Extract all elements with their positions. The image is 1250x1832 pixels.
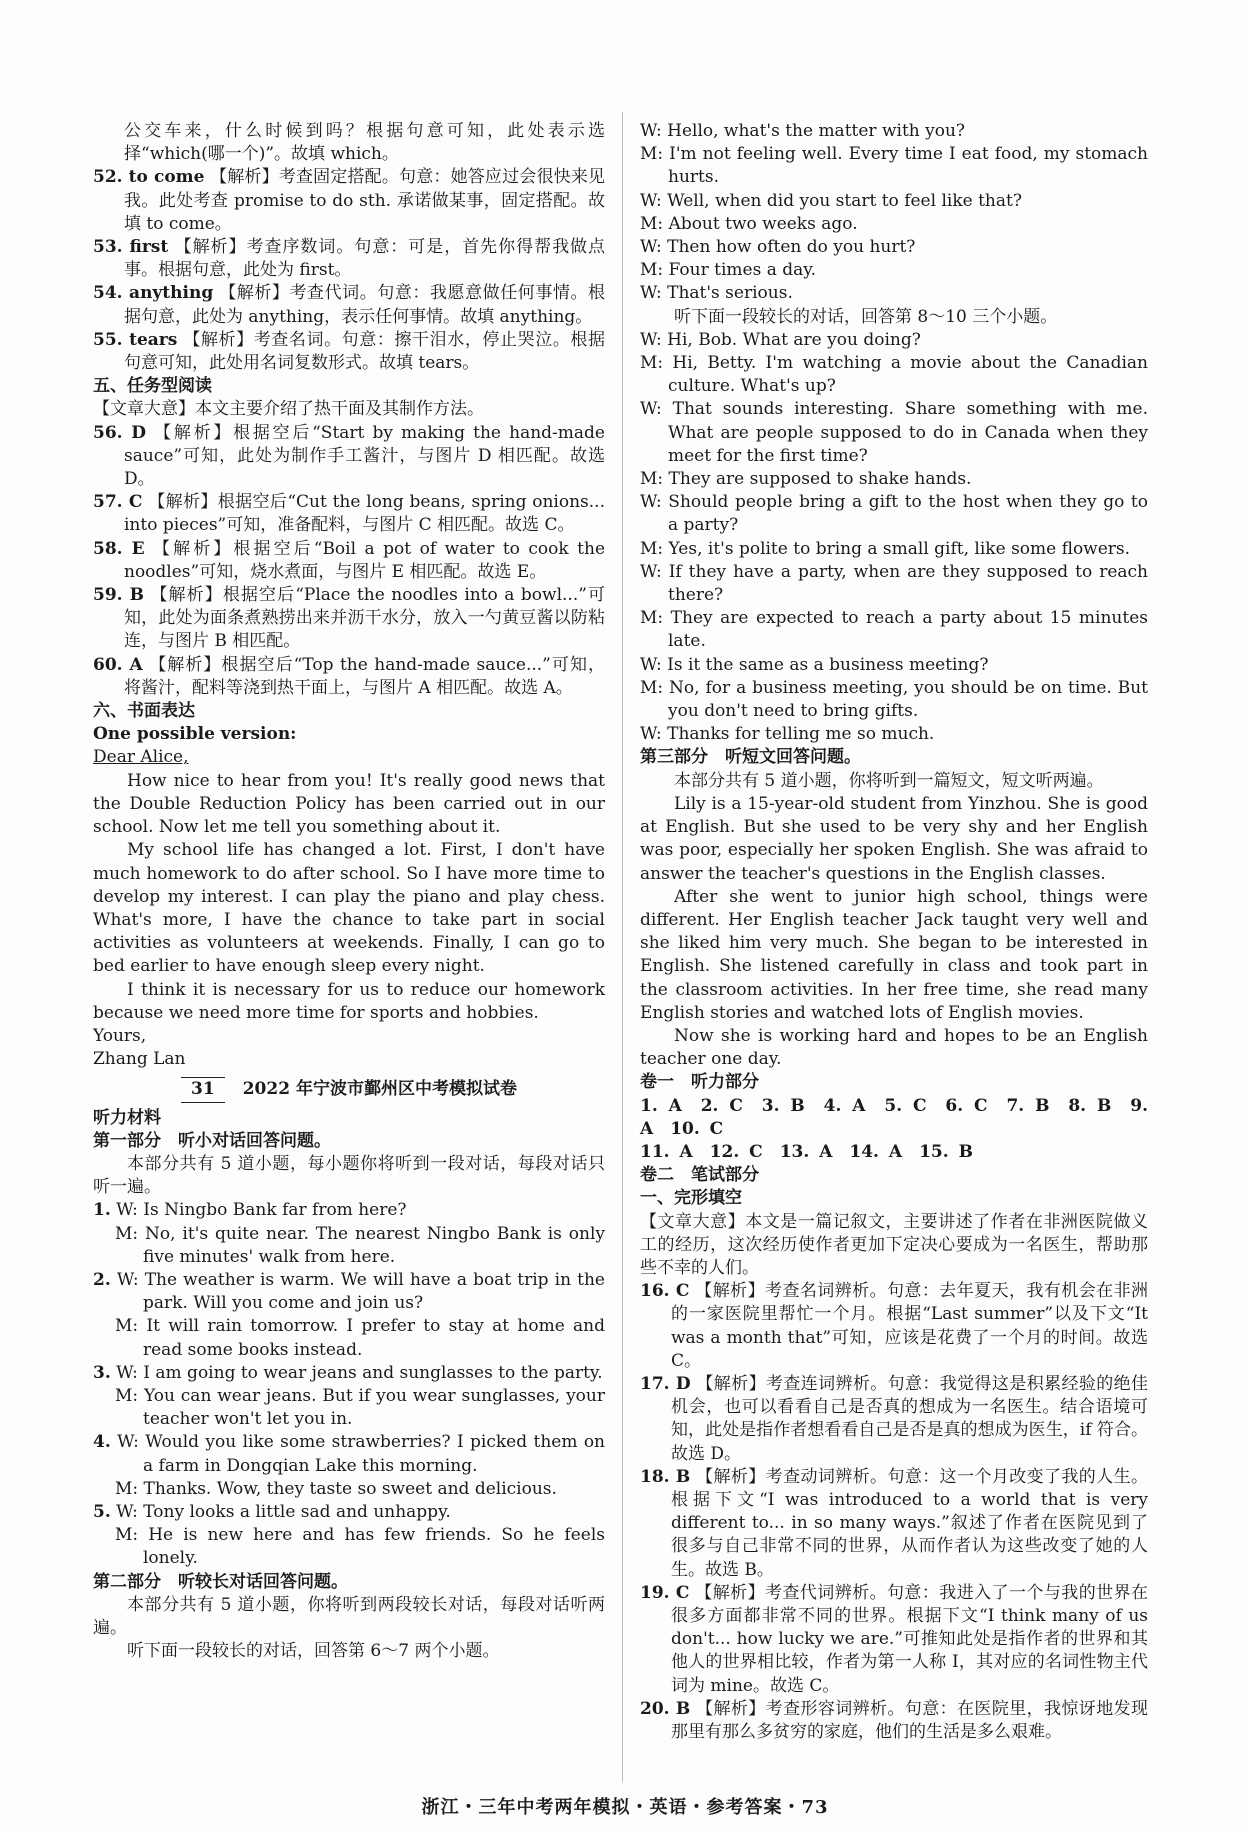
section-6-title: 六、书面表达: [93, 701, 195, 722]
answer-explanation: 【解析】根据空后“Top the hand-made sauce...”可知，将酱汁，配料等浇到热干面上，与图片 A 相匹配。故选 A。: [124, 654, 606, 698]
answer-number: 58. E: [93, 538, 145, 559]
answer-explanation: 【解析】根据空后“Place the noodles into a bowl...”可知，此处为面条煮熟捞出来并沥干水分，放入一勺黄豆酱以防粘连，与图片 B 相匹配。: [124, 585, 606, 652]
part-1-title: 第一部分 听小对话回答问题。: [93, 1130, 331, 1151]
part-2-first-instruction: 听下面一段较长的对话，回答第 6～7 两个小题。: [127, 1641, 500, 1662]
answer-item: [640, 1582, 1148, 1698]
answer-item: [93, 282, 605, 328]
answer-item: [93, 538, 605, 584]
answers-52-55: [93, 166, 605, 375]
answer-item: [93, 236, 605, 282]
volume-1-title: 卷一 听力部分: [640, 1072, 759, 1093]
dialogue-line: W: Is it the same as a business meeting?: [640, 654, 989, 675]
letter-salutation: Dear Alice,: [93, 747, 189, 768]
part-3-intro: 本部分共有 5 道小题，你将听到一篇短文，短文听两遍。: [674, 770, 1104, 791]
answer-explanation: 【解析】考查形容词辨析。句意：在医院里，我惊讶地发现那里有那么多贫穷的家庭，他们的生活是多么艰难。: [671, 1698, 1149, 1743]
answer-number: 53. first: [93, 237, 169, 258]
answer-explanation: 【解析】考查序数词。句意：可是，首先你得帮我做点事。根据句意，此处为 first。: [124, 237, 606, 281]
dialogue-line: W: If they have a party, when are they supposed to reach there?: [640, 561, 1148, 606]
answer-number: 57. C: [93, 492, 143, 513]
answer-explanation: 【解析】考查名词。句意：擦干泪水，停止哭泣。根据句意可知，此处用名词复数形式。故填 tears。: [124, 329, 605, 374]
dialogue-8-10-instruction: 听下面一段较长的对话，回答第 8～10 三个小题。: [674, 306, 1058, 327]
dialogue-line: M: No, it's quite near. The nearest Ningbo Bank is only five minutes' walk from here.: [115, 1223, 605, 1267]
dialogue-number: 5.: [93, 1501, 111, 1522]
answer-explanation: 【解析】考查固定搭配。句意：她答应过会很快来见我。此处考查 promise to do sth. 承诺做某事，固定搭配。故填 to come。: [124, 167, 606, 234]
answer-item: [93, 422, 605, 492]
answer-number: 18. B: [640, 1466, 691, 1487]
part-1-intro: 本部分共有 5 道小题，每小题你将听到一段对话，每段对话只听一遍。: [93, 1153, 605, 1198]
dialogue-text: W: I am going to wear jeans and sunglasses to the party.: [116, 1362, 603, 1383]
right-column: [640, 120, 1148, 1744]
part-2-intro: 本部分共有 5 道小题，你将听到两段较长对话，每段对话听两遍。: [93, 1594, 605, 1638]
dialogue-8-10: [640, 329, 1148, 747]
answers-16-20: [640, 1280, 1148, 1744]
dialogue-text: W: Tony looks a little sad and unhappy.: [116, 1501, 451, 1522]
answer-explanation: 【解析】考查名词辨析。句意：去年夏天，我有机会在非洲的一家医院里帮忙一个月。根据“Last summer”以及下文“It was a month that”可知，应该是花费了一个月的时间。故选 C。: [671, 1281, 1149, 1371]
dialogue-number: 4.: [93, 1432, 111, 1453]
dialogue-line: [93, 1431, 605, 1477]
dialogue-line: W: Then how often do you hurt?: [640, 237, 916, 258]
dialogue-line: M: He is new here and has few friends. So he feels lonely.: [115, 1525, 605, 1569]
dialogue-line: [93, 1199, 605, 1222]
left-column: [93, 120, 605, 1663]
dialogue-text: W: The weather is warm. We will have a boat trip in the park. Will you come and join us?: [116, 1269, 605, 1314]
dialogue-line: M: It will rain tomorrow. I prefer to stay at home and read some books instead.: [115, 1316, 605, 1360]
dialogue-line: [93, 1269, 605, 1315]
dialogue-line: M: Four times a day.: [640, 260, 817, 281]
answer-number: 19. C: [640, 1582, 690, 1603]
letter-closing: Yours,: [93, 1025, 147, 1046]
answer-explanation: 【解析】根据空后“Boil a pot of water to cook the noodles”可知，烧水煮面，与图片 E 相匹配。故选 E。: [124, 538, 606, 582]
answer-item: [640, 1466, 1148, 1582]
dialogue-line: M: I'm not feeling well. Every time I eat food, my stomach hurts.: [640, 144, 1148, 188]
answer-item: [93, 654, 605, 700]
letter-paragraph: I think it is necessary for us to reduce our homework because we need more time for sports and hobbies.: [93, 979, 605, 1023]
answer-key-row: 1. A 2. C 3. B 4. A 5. C 6. C 7. B 8. B 9. A 10. C: [640, 1095, 1148, 1139]
letter-signature: Zhang Lan: [93, 1049, 186, 1070]
dialogue-line: M: Hi, Betty. I'm watching a movie about the Canadian culture. What's up?: [640, 353, 1148, 397]
passage-paragraph: After she went to junior high school, things were different. Her English teacher Jack taught very well and she liked him very much. She began to be interested in English. She listened carefully in class and took part in the classroom activities. In her free time, she read many English stories and watched lots of English movies.: [640, 886, 1148, 1023]
passage-paragraph: Now she is working hard and hopes to be an English teacher one day.: [640, 1025, 1148, 1070]
answer-item: [640, 1373, 1148, 1466]
part-2-title: 第二部分 听较长对话回答问题。: [93, 1571, 348, 1592]
answer-number: 52. to come: [93, 167, 205, 188]
dialogue-number: 1.: [93, 1200, 111, 1221]
dialogue-line: M: They are expected to reach a party about 15 minutes late.: [640, 608, 1148, 652]
answer-number: 55. tears: [93, 329, 178, 350]
dialogue-line: M: About two weeks ago.: [640, 213, 858, 234]
section-1-title: 一、完形填空: [640, 1188, 742, 1209]
answer-explanation: 【解析】根据空后“Cut the long beans, spring onions... into pieces”可知，准备配料，与图片 C 相匹配。故选 C。: [124, 492, 605, 536]
answer-item: [93, 491, 605, 537]
answer-explanation: 【解析】考查动词辨析。句意：这一个月改变了我的人生。根据下文“I was introduced to a world that is very different to... in so many ways.”叙述了作者在医院见到了很多与自己非常不同的世界，从而作者认为这些改变了她的人生。故选 B。: [671, 1466, 1149, 1580]
test-title: 2022 年宁波市鄞州区中考模拟试卷: [242, 1079, 517, 1100]
letter-paragraph: My school life has changed a lot. First, I don't have much homework to do after school. So I have more time to develop my interest. I can play the piano and play chess. What's more, I have the chance to take part in social activities as volunteers at weekends. Finally, I can go to bed earlier to have enough sleep every night.: [93, 840, 605, 977]
dialogue-line: W: Well, when did you start to feel like that?: [640, 190, 1022, 211]
answer-number: 20. B: [640, 1698, 691, 1719]
answers-56-60: [93, 422, 605, 700]
dialogue-line: M: You can wear jeans. But if you wear sunglasses, your teacher won't let you in.: [115, 1385, 605, 1430]
volume-2-title: 卷二 笔试部分: [640, 1165, 759, 1186]
dialogue-number: 3.: [93, 1362, 111, 1383]
section-5-summary: 【文章大意】本文主要介绍了热干面及其制作方法。: [93, 399, 484, 420]
test-number: 31: [181, 1077, 225, 1102]
answer-number: 54. anything: [93, 283, 214, 304]
listening-passage: [640, 793, 1148, 1071]
dialogue-text: W: Is Ningbo Bank far from here?: [116, 1200, 407, 1221]
answer-number: 60. A: [93, 654, 143, 675]
passage-paragraph: Lily is a 15-year-old student from Yinzhou. She is good at English. But she used to be very shy and her English was poor, especially her spoken English. She was afraid to answer the teacher's questions in the English classes.: [640, 793, 1148, 884]
answer-item: [93, 166, 605, 236]
dialogue-line: W: Hello, what's the matter with you?: [640, 121, 966, 141]
answer-number: 16. C: [640, 1281, 690, 1302]
dialogue-text: W: Would you like some strawberries? I picked them on a farm in Dongqian Lake this morning.: [117, 1432, 606, 1476]
letter-paragraph: How nice to hear from you! It's really good news that the Double Reduction Policy has been carried out in our school. Now let me tell you something about it.: [93, 770, 605, 838]
dialogue-line: M: Thanks. Wow, they taste so sweet and delicious.: [115, 1478, 557, 1499]
dialogue-line: [93, 1362, 605, 1385]
possible-version-label: One possible version:: [93, 724, 297, 745]
test-header: [93, 1077, 605, 1102]
dialogue-line: W: Should people bring a gift to the host when they go to a party?: [640, 492, 1148, 536]
dialogue-6-7: [640, 120, 1148, 306]
dialogue-number: 2.: [93, 1269, 111, 1290]
dialogue-line: M: Yes, it's polite to bring a small gift, like some flowers.: [640, 538, 1131, 559]
dialogue-line: W: Hi, Bob. What are you doing?: [640, 329, 921, 350]
answer-item: [93, 329, 605, 375]
page-footer: 浙江・三年中考两年模拟・英语・参考答案・73: [421, 1797, 829, 1818]
answer-key-row: 11. A 12. C 13. A 14. A 15. B: [640, 1141, 973, 1162]
answer-explanation: 【解析】考查代词辨析。句意：我进入了一个与我的世界在很多方面都非常不同的世界。根据下文“I think many of us don't... how lucky we are.”可推知此处是指作者的世界和其他人的世界相比较，作者为第一人称 I，其对应的名词性物主代词为 mine。故选 C。: [671, 1582, 1149, 1696]
dialogue-line: W: That's serious.: [640, 283, 793, 304]
answer-number: 59. B: [93, 585, 144, 606]
short-dialogues: [93, 1199, 605, 1570]
dialogue-line: W: Thanks for telling me so much.: [640, 724, 935, 745]
answer-explanation: 【解析】考查代词。句意：我愿意做任何事情。根据句意，此处为 anything，表示任何事情。故填 anything。: [124, 283, 606, 327]
dialogue-line: W: That sounds interesting. Share something with me. What are people supposed to do in Canada when they meet for the first time?: [640, 399, 1148, 466]
column-divider: [622, 112, 623, 1782]
dialogue-line: M: They are supposed to shake hands.: [640, 469, 972, 490]
answer-51-continued: 公交车来，什么时候到吗？根据句意可知，此处表示选择“which(哪一个)”。故填 which。: [124, 121, 605, 165]
answer-item: [640, 1280, 1148, 1373]
answer-number: 17. D: [640, 1373, 691, 1394]
answer-explanation: 【解析】考查连词辨析。句意：我觉得这是积累经验的绝佳机会，也可以看看自己是否真的想成为一名医生。结合语境可知，此处是指作者想看看自己是否是真的想成为医生，if 符合。故选 D。: [671, 1373, 1148, 1464]
dialogue-line: M: No, for a business meeting, you should be on time. But you don't need to bring gifts.: [640, 677, 1148, 722]
section-1-summary: 【文章大意】本文是一篇记叙文，主要讲述了作者在非洲医院做义工的经历，这次经历使作者更加下定决心要成为一名医生，帮助那些不幸的人们。: [640, 1211, 1148, 1278]
answer-number: 56. D: [93, 422, 146, 443]
dialogue-line: [93, 1501, 605, 1524]
sample-letter: [93, 746, 605, 1071]
answer-item: [93, 584, 605, 654]
part-3-title: 第三部分 听短文回答问题。: [640, 747, 861, 768]
section-5-title: 五、任务型阅读: [93, 376, 212, 397]
answer-explanation: 【解析】根据空后“Start by making the hand-made sauce”可知，此处为制作手工酱汁，与图片 D 相匹配。故选 D。: [124, 422, 605, 490]
answer-item: [640, 1698, 1148, 1744]
listening-title: 听力材料: [93, 1107, 161, 1128]
